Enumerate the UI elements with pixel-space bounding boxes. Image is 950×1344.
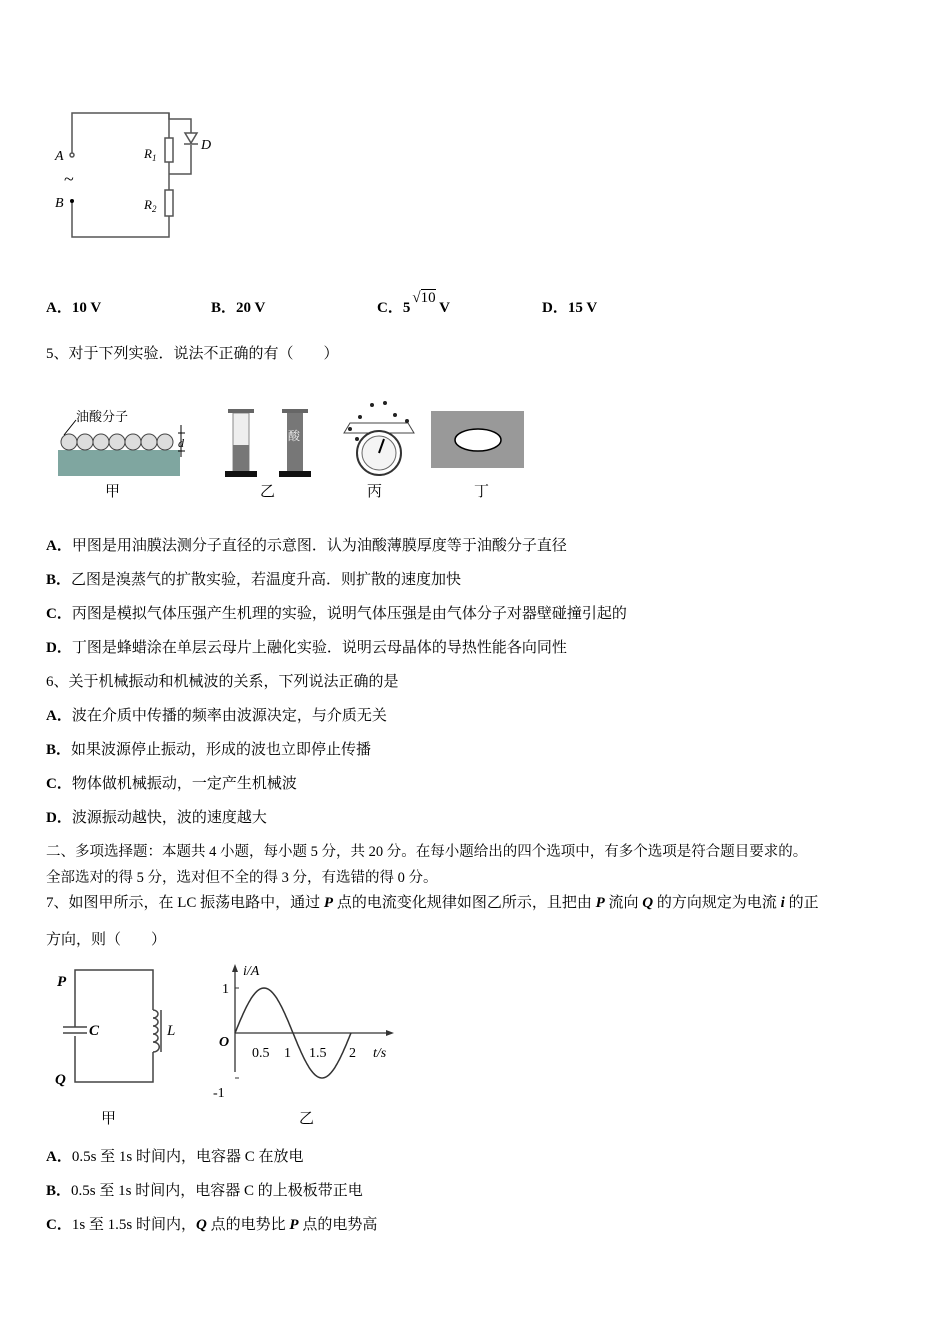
thickness-d-label: d <box>178 436 184 450</box>
q6-stem: 6、关于机械振动和机械波的关系，下列说法正确的是 <box>46 674 399 690</box>
r2-label: R <box>144 197 152 212</box>
figure-caption-jia: 甲 <box>105 484 121 500</box>
figure-caption-yi: 乙 <box>260 484 276 500</box>
oil-molecule-label: 油酸分子 <box>76 409 129 424</box>
y-axis-label: i/A <box>243 964 260 979</box>
figure-caption-ding: 丁 <box>474 484 490 500</box>
diffusion-figure <box>225 409 311 477</box>
ac-symbol: ~ <box>64 169 74 189</box>
y-tick-1: 1 <box>222 982 229 997</box>
point-q-label: Q <box>55 1072 66 1088</box>
q6-option-b[interactable]: B．如果波源停止振动，形成的波也立即停止传播 <box>46 742 372 758</box>
q7-option-c[interactable]: C．1s 至 1.5s 时间内，Q 点的电势比 P 点的电势高 <box>46 1217 378 1233</box>
current-time-graph <box>205 960 405 1130</box>
q7-option-a[interactable]: A．0.5s 至 1s 时间内，电容器 C 在放电 <box>46 1149 304 1165</box>
q4-option-a[interactable]: A．10 V <box>46 300 102 316</box>
diode-label: D <box>201 138 212 153</box>
figure-caption-yi: 乙 <box>299 1111 315 1127</box>
q5-figures <box>50 395 530 505</box>
x-tick-0.5: 0.5 <box>252 1046 270 1061</box>
sqrt-expression: √10 <box>412 290 436 306</box>
jar-label: 酸 <box>288 429 301 443</box>
section2-instructions-line2: 全部选对的得 5 分，选对但不全的得 3 分，有选错的得 0 分。 <box>46 870 438 886</box>
figure-caption-bing: 丙 <box>367 484 383 500</box>
y-tick-minus1: -1 <box>213 1086 225 1101</box>
r1-subscript: 1 <box>151 153 157 163</box>
q5-option-d[interactable]: D．丁图是蜂蜡涂在单层云母片上融化实验．说明云母晶体的导热性能各向同性 <box>46 640 567 656</box>
q4-option-c[interactable]: C．5√10 V <box>377 290 450 316</box>
section2-instructions-line1: 二、多项选择题：本题共 4 小题，每小题 5 分，共 20 分。在每小题给出的四个选项中，有多个选项是符合题目要求的。 <box>46 844 808 860</box>
lc-circuit-diagram <box>45 960 195 1130</box>
x-tick-1: 1 <box>284 1046 291 1061</box>
q7-option-b[interactable]: B．0.5s 至 1s 时间内，电容器 C 的上极板带正电 <box>46 1183 363 1199</box>
inductor-l-label: L <box>167 1023 176 1039</box>
x-tick-1.5: 1.5 <box>309 1046 327 1061</box>
q7-stem: 7、如图甲所示，在 LC 振荡电路中，通过 P 点的电流变化规律如图乙所示，且把由 P 流向 Q 的方向规定为电流 i 的正 <box>46 895 819 911</box>
figure-caption-jia: 甲 <box>101 1111 117 1127</box>
q6-option-c[interactable]: C．物体做机械振动，一定产生机械波 <box>46 776 297 792</box>
svg-text:R1 <box>143 146 156 163</box>
q4-option-d[interactable]: D．15 V <box>542 300 598 316</box>
x-axis-label: t/s <box>373 1046 387 1061</box>
q5-option-b[interactable]: B．乙图是溴蒸气的扩散实验，若温度升高．则扩散的速度加快 <box>46 572 462 588</box>
q7-stem-line2: 方向，则（ ） <box>46 932 167 948</box>
q5-option-c[interactable]: C．丙图是模拟气体压强产生机理的实验，说明气体压强是由气体分子对器壁碰撞引起的 <box>46 606 627 622</box>
x-tick-2: 2 <box>349 1046 356 1061</box>
mica-wax-figure <box>431 411 524 468</box>
svg-text:R2 <box>143 197 157 214</box>
origin-label: O <box>219 1035 230 1050</box>
terminal-a-label: A <box>55 149 64 164</box>
q4-circuit-diagram <box>50 105 230 245</box>
r2-subscript: 2 <box>151 204 157 214</box>
q5-option-a[interactable]: A．甲图是用油膜法测分子直径的示意图．认为油酸薄膜厚度等于油酸分子直径 <box>46 538 567 554</box>
q4-option-b[interactable]: B．20 V <box>211 300 266 316</box>
oil-film-figure <box>58 409 185 476</box>
q6-option-d[interactable]: D．波源振动越快，波的速度越大 <box>46 810 267 826</box>
point-p-label: P <box>57 974 67 990</box>
capacitor-c-label: C <box>89 1023 100 1039</box>
gas-pressure-figure <box>344 401 414 475</box>
q6-option-a[interactable]: A．波在介质中传播的频率由波源决定，与介质无关 <box>46 708 387 724</box>
q5-stem: 5、对于下列实验．说法不正确的有（ ） <box>46 346 339 362</box>
terminal-b-label: B <box>55 196 64 211</box>
r1-label: R <box>144 146 152 161</box>
